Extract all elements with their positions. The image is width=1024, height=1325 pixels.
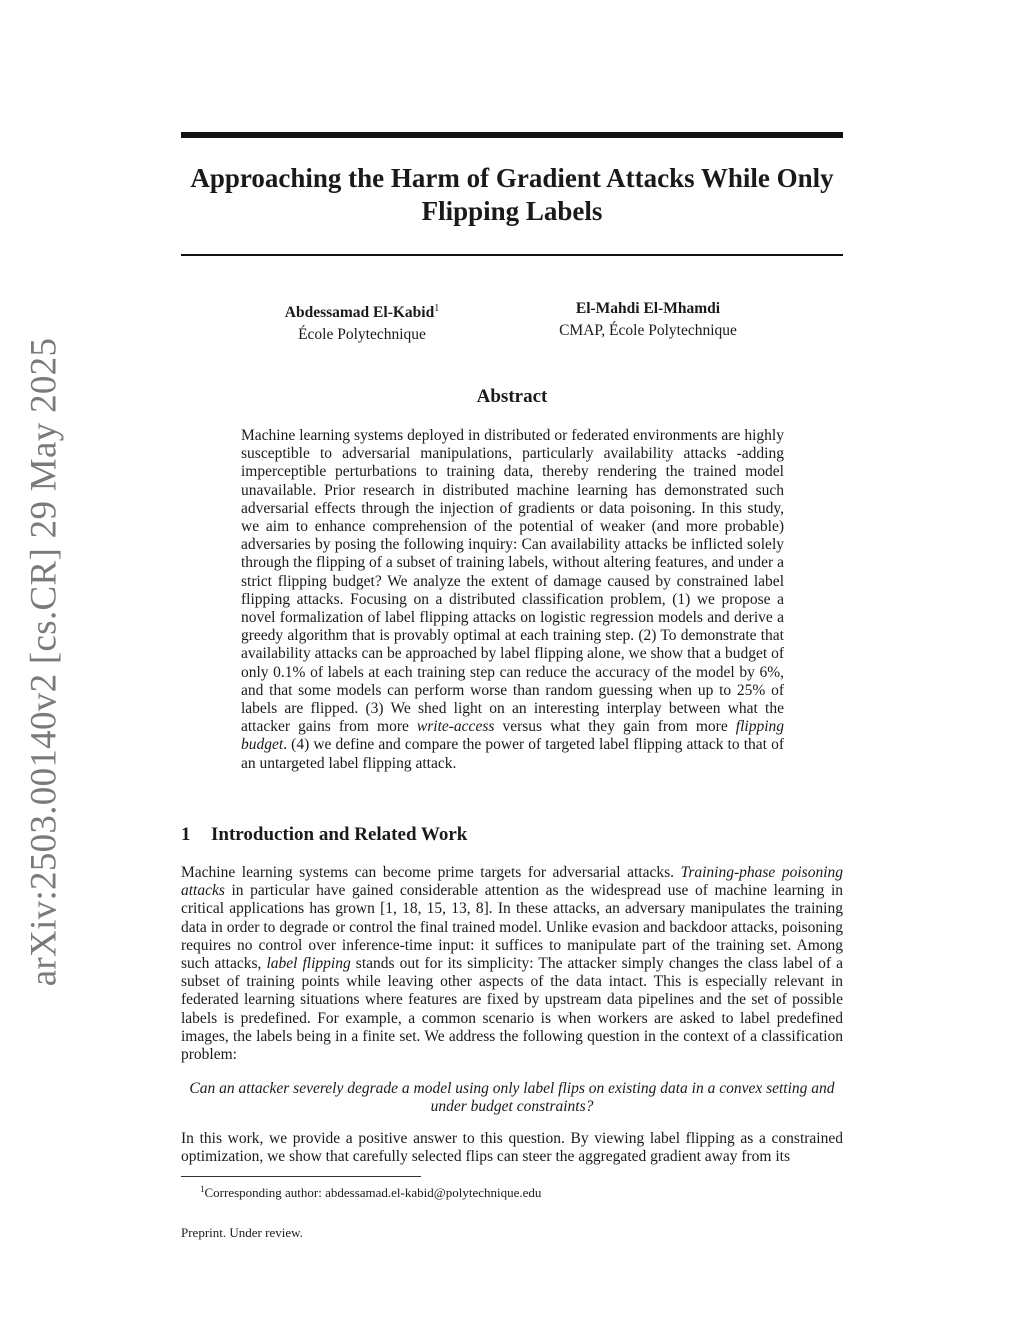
research-question: Can an attacker severely degrade a model using only label flips on existing data in a convex setting and under budget constraints? xyxy=(189,1080,835,1116)
footnote-rule xyxy=(181,1176,421,1177)
author-block xyxy=(518,298,778,342)
author-affiliation: CMAP, École Polytechnique xyxy=(559,322,737,339)
author-footnote-mark: 1 xyxy=(434,303,440,314)
paragraph-part: Machine learning systems can become prime targets for adversarial attacks. xyxy=(181,864,674,881)
abstract-part: versus what they gain from more xyxy=(502,718,728,736)
author-block xyxy=(232,298,492,346)
paragraph-emphasis: label flipping xyxy=(266,955,351,973)
title-top-rule xyxy=(181,132,843,138)
section-heading xyxy=(181,824,467,846)
footnote xyxy=(200,1181,541,1201)
footnote-text: Corresponding author: abdessamad.el-kabid@polytechnique.edu xyxy=(204,1185,542,1200)
section-title: Introduction and Related Work xyxy=(211,824,468,845)
abstract-part: Machine learning systems deployed in distributed or federated environments are highly susceptible to adversarial manipulations, particularly availability attacks -adding imperceptible perturbations to training data, thereby rendering the trained model unavailable. Prior research in distributed machine learning has demonstrated such adversarial effects through the injection of gradients or data poisoning. In this study, we aim to enhance comprehension of the potential of weaker (and more probable) adversaries by posing the following inquiry: Can availability attacks be inflicted solely through the flipping of a subset of training labels, without altering features, and under a strict flipping budget? We analyze the extent of damage caused by constrained label flipping attacks. Focusing on a distributed classification problem, (1) we propose a novel formalization of label flipping attacks on logistic regression models and derive a greedy algorithm that is provably optimal at each training step. (2) To demonstrate that availability attacks can be approached by label flipping alone, we show that a budget of only 0.1% of labels at each training step can reduce the accuracy of the model by 6%, and that some models can perform worse than random guessing when up to 25% of labels are flipped. (3) We shed light on an interesting interplay between what the attacker gains from more xyxy=(241,427,784,736)
footnote-mark: 1 xyxy=(200,1184,205,1194)
paper-title: Approaching the Harm of Gradient Attacks While Only Flipping Labels xyxy=(190,163,834,226)
title-bottom-rule xyxy=(181,254,843,256)
author-name: Abdessamad El-Kabid xyxy=(284,304,435,321)
paragraph-part: stands out for its simplicity: The attacker simply changes the class label of a subset of training points while leaving other aspects of the data intact. This is especially relevant in federated learning situations where features are fixed by upstream data pipelines and the set of possible labels is predefined. For example, a common scenario is when workers are asked to label predefined images, the labels being in a finite set. We address the following question in the context of a classification problem: xyxy=(181,955,844,1064)
preprint-note: Preprint. Under review. xyxy=(181,1225,303,1240)
intro-paragraph: In this work, we provide a positive answer to this question. By viewing label flipping as a constrained optimization, we show that carefully selected flips can steer the aggregated gradient away from its xyxy=(181,1130,843,1166)
paragraph-part: in particular have gained considerable attention as the widespread use of machine learning in critical applications has grown [1, 18, 15, 13, 8]. In these attacks, an adversary manipulates the training data in order to degrade or control the final trained model. Unlike evasion and backdoor attacks, poisoning requires no control over inference-time input: it suffices to manipulate part of the training set. Among such attacks, xyxy=(181,882,844,973)
abstract-emphasis: flipping budget xyxy=(241,718,785,754)
intro-paragraph xyxy=(181,864,843,1064)
abstract-heading: Abstract xyxy=(476,386,548,407)
abstract-emphasis: write-access xyxy=(416,718,495,736)
author-name: El-Mahdi El-Mhamdi xyxy=(575,300,721,317)
abstract-text xyxy=(241,427,784,773)
arxiv-identifier: arXiv:2503.00140v2 [cs.CR] 29 May 2025 xyxy=(23,337,65,987)
section-number: 1 xyxy=(181,824,191,845)
abstract-part: . (4) we define and compare the power of targeted label flipping attack to that of an untargeted label flipping attack. xyxy=(241,736,784,772)
author-affiliation: École Polytechnique xyxy=(298,326,426,343)
paragraph-emphasis: Training-phase poisoning attacks xyxy=(181,864,843,900)
